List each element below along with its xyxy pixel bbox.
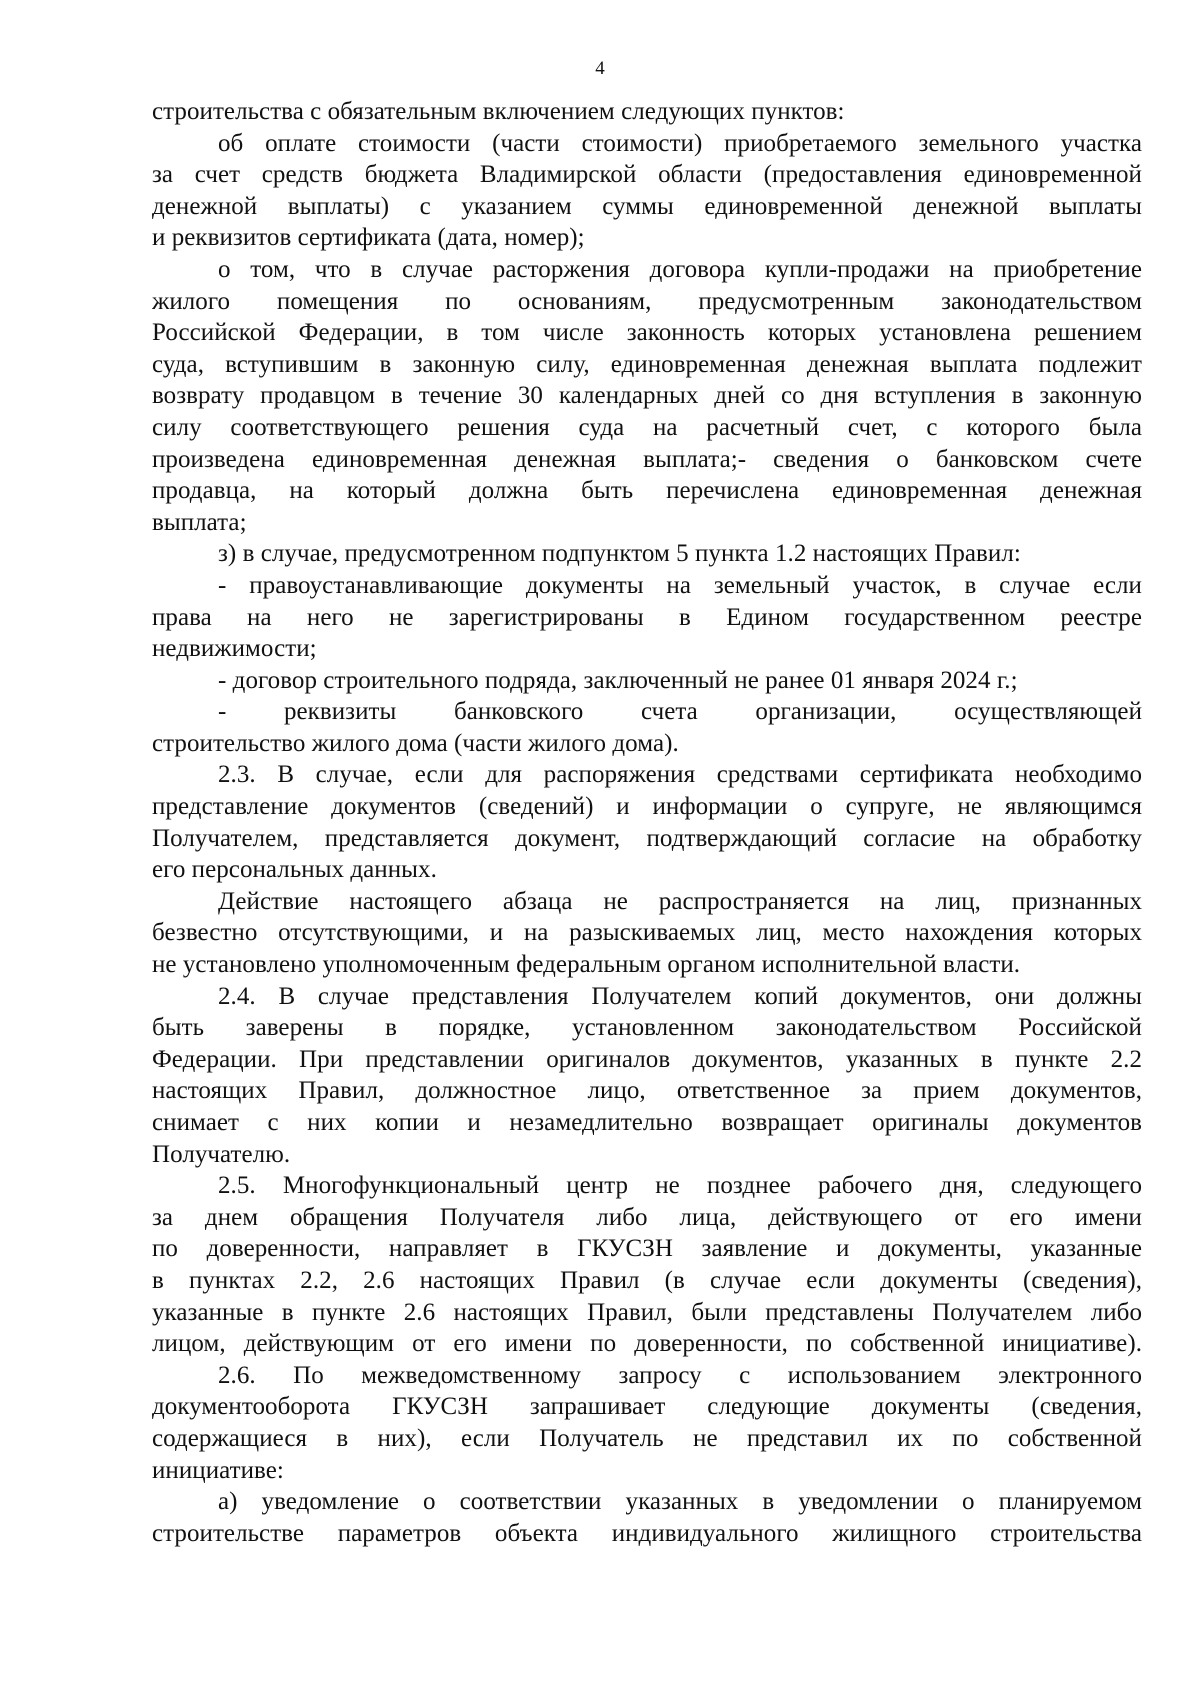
text-line: в пунктах 2.2, 2.6 настоящих Правил (в случае если документы (сведения), — [152, 1266, 1142, 1294]
page-number: 4 — [595, 58, 605, 79]
text-line: по доверенности, направляет в ГКУСЗН заявление и документы, указанные — [152, 1235, 1142, 1263]
text-line: 2.6. По межведомственному запросу с использованием электронного — [218, 1361, 1142, 1389]
text-line: инициативе: — [152, 1456, 284, 1484]
text-line: - правоустанавливающие документы на земельный участок, в случае если — [218, 571, 1142, 599]
text-line: произведена единовременная денежная выплата;- сведения о банковском счете — [152, 445, 1142, 473]
text-line: настоящих Правил, должностное лицо, ответственное за прием документов, — [152, 1077, 1142, 1105]
text-line: возврату продавцом в течение 30 календарных дней со дня вступления в законную — [152, 382, 1142, 410]
text-line: безвестно отсутствующими, и на разыскиваемых лиц, место нахождения которых — [152, 919, 1142, 947]
text-line: указанные в пункте 2.6 настоящих Правил, были представлены Получателем либо — [152, 1298, 1142, 1326]
text-line: продавца, на который должна быть перечислена единовременная денежная — [152, 477, 1142, 505]
text-line: об оплате стоимости (части стоимости) приобретаемого земельного участка — [218, 129, 1142, 157]
text-line: а) уведомление о соответствии указанных в уведомлении о планируемом — [218, 1488, 1142, 1516]
text-line: з) в случае, предусмотренном подпунктом 5 пункта 1.2 настоящих Правил: — [218, 540, 1021, 568]
text-line: Федерации. При представлении оригиналов документов, указанных в пункте 2.2 — [152, 1045, 1142, 1073]
text-line: недвижимости; — [152, 635, 317, 663]
text-line: Действие настоящего абзаца не распространяется на лиц, признанных — [218, 887, 1142, 915]
text-line: представление документов (сведений) и информации о супруге, не являющимся — [152, 793, 1142, 821]
text-line: жилого помещения по основаниям, предусмотренным законодательством — [152, 287, 1142, 315]
text-line: 2.4. В случае представления Получателем копий документов, они должны — [218, 982, 1142, 1010]
text-line: быть заверены в порядке, установленном законодательством Российской — [152, 1014, 1142, 1042]
text-line: строительстве параметров объекта индивидуального жилищного строительства — [152, 1519, 1142, 1547]
text-line: и реквизитов сертификата (дата, номер); — [152, 224, 585, 252]
text-line: суда, вступившим в законную силу, единовременная денежная выплата подлежит — [152, 350, 1142, 378]
text-line: Получателем, представляется документ, подтверждающий согласие на обработку — [152, 824, 1142, 852]
text-line: документооборота ГКУСЗН запрашивает следующие документы (сведения, — [152, 1393, 1142, 1421]
text-line: содержащиеся в них), если Получатель не представил их по собственной — [152, 1424, 1142, 1452]
text-line: Получателю. — [152, 1140, 291, 1168]
text-line: выплата; — [152, 508, 247, 536]
text-line: - реквизиты банковского счета организации, осуществляющей — [218, 698, 1142, 726]
text-line: за днем обращения Получателя либо лица, действующего от его имени — [152, 1203, 1142, 1231]
text-line: лицом, действующим от его имени по доверенности, по собственной инициативе). — [152, 1330, 1142, 1358]
text-line: силу соответствующего решения суда на расчетный счет, с которого была — [152, 413, 1142, 441]
document-body — [152, 96, 1142, 1549]
text-line: его персональных данных. — [152, 856, 437, 884]
text-line: о том, что в случае расторжения договора купли-продажи на приобретение — [218, 255, 1142, 283]
text-line: 2.3. В случае, если для распоряжения средствами сертификата необходимо — [218, 761, 1142, 789]
text-line: денежной выплаты) с указанием суммы единовременной денежной выплаты — [152, 192, 1142, 220]
text-line: права на него не зарегистрированы в Едином государственном реестре — [152, 603, 1142, 631]
text-line: Российской Федерации, в том числе законность которых установлена решением — [152, 319, 1142, 347]
text-line: строительства с обязательным включением следующих пунктов: — [152, 98, 845, 125]
text-line: снимает с них копии и незамедлительно возвращает оригиналы документов — [152, 1109, 1142, 1136]
text-line: за счет средств бюджета Владимирской области (предоставления единовременной — [152, 161, 1142, 189]
text-line: 2.5. Многофункциональный центр не позднее рабочего дня, следующего — [218, 1172, 1142, 1200]
text-line: не установлено уполномоченным федеральным органом исполнительной власти. — [152, 951, 1021, 979]
text-line: строительство жилого дома (части жилого дома). — [152, 729, 679, 757]
text-line: - договор строительного подряда, заключенный не ранее 01 января 2024 г.; — [218, 666, 1018, 694]
